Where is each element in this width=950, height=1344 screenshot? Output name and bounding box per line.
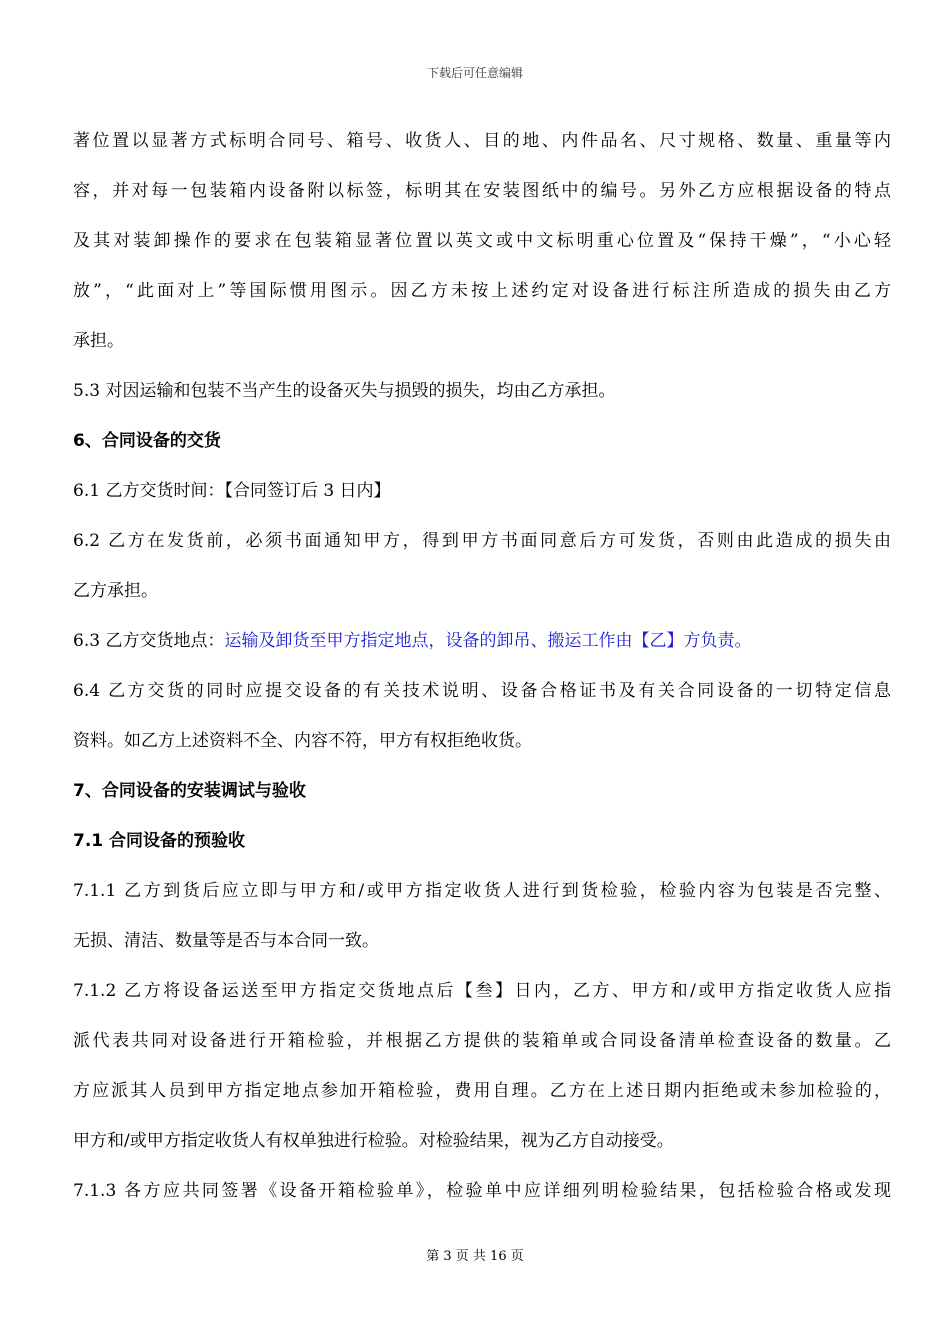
paragraph-line: 容，并对每一包装箱内设备附以标签，标明其在安装图纸中的编号。另外乙方应根据设备的特点	[73, 181, 891, 201]
paragraph-line: 著位置以显著方式标明合同号、箱号、收货人、目的地、内件品名、尺寸规格、数量、重量等内	[73, 131, 891, 151]
page-number: 第 3 页 共 16 页	[426, 1249, 524, 1264]
section-heading-6: 6、合同设备的交货	[73, 431, 221, 451]
paragraph-line: 乙方承担。	[73, 581, 158, 601]
clause-7-1-1: 7.1.1 乙方到货后应立即与甲方和/或甲方指定收货人进行到货检验，检验内容为包装是否完整、	[73, 881, 891, 901]
clause-5-3: 5.3 对因运输和包装不当产生的设备灭失与损毁的损失，均由乙方承担。	[73, 381, 616, 401]
clause-6-3-label: 6.3 乙方交货地点：	[73, 631, 225, 651]
clause-6-1: 6.1 乙方交货时间：【合同签订后 3 日内】	[73, 481, 391, 501]
clause-7-1-2: 7.1.2 乙方将设备运送至甲方指定交货地点后【叁】日内，乙方、甲方和/或甲方指定收货人应指	[73, 981, 891, 1001]
paragraph-line: 放”，“此面对上”等国际惯用图示。因乙方未按上述约定对设备进行标注所造成的损失由乙方	[73, 281, 891, 301]
clause-6-3	[73, 616, 891, 666]
clause-6-4: 6.4 乙方交货的同时应提交设备的有关技术说明、设备合格证书及有关合同设备的一切特定信息	[73, 681, 891, 701]
paragraph-line: 无损、清洁、数量等是否与本合同一致。	[73, 931, 379, 951]
clause-6-2: 6.2 乙方在发货前，必须书面通知甲方，得到甲方书面同意后方可发货，否则由此造成的损失由	[73, 531, 891, 551]
paragraph-line: 承担。	[73, 331, 124, 351]
paragraph-line: 方应派其人员到甲方指定地点参加开箱检验，费用自理。乙方在上述日期内拒绝或未参加检验的，	[73, 1081, 891, 1101]
clause-6-3-highlight: 运输及卸货至甲方指定地点，设备的卸吊、搬运工作由【乙】方负责。	[224, 631, 752, 651]
document-body	[73, 116, 891, 1216]
section-heading-7: 7、合同设备的安装调试与验收	[73, 781, 306, 801]
subsection-heading-7-1: 7.1 合同设备的预验收	[73, 831, 246, 851]
clause-7-1-3: 7.1.3 各方应共同签署《设备开箱检验单》，检验单中应详细列明检验结果，包括检验合格或发现	[73, 1181, 891, 1201]
paragraph-line: 甲方和/或甲方指定收货人有权单独进行检验。对检验结果，视为乙方自动接受。	[73, 1131, 674, 1151]
paragraph-line: 资料。如乙方上述资料不全、内容不符，甲方有权拒绝收货。	[73, 731, 532, 751]
page-header: 下载后可任意编辑	[426, 66, 523, 80]
paragraph-line: 及其对装卸操作的要求在包装箱显著位置以英文或中文标明重心位置及“保持干燥”，“小心轻	[73, 231, 891, 251]
paragraph-line: 派代表共同对设备进行开箱检验，并根据乙方提供的装箱单或合同设备清单检查设备的数量。乙	[73, 1031, 891, 1051]
